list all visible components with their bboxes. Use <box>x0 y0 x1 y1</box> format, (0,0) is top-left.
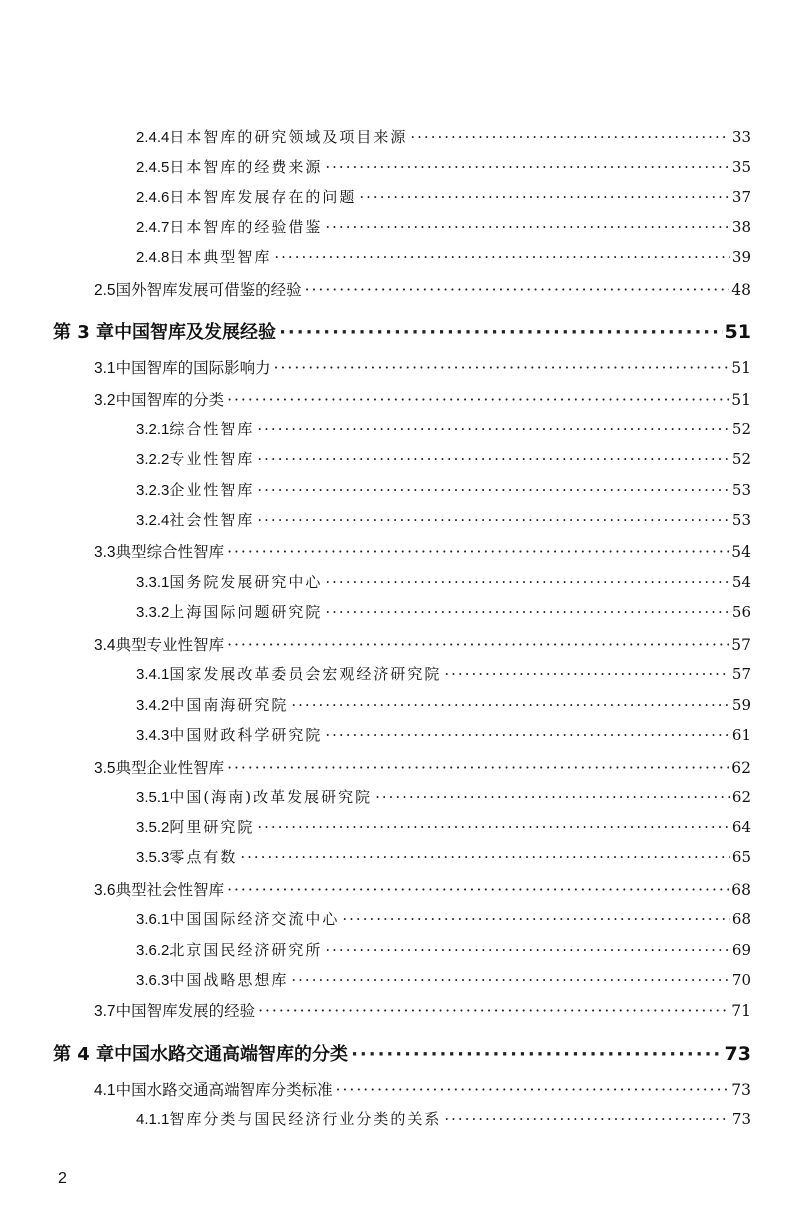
toc-entry-title: 典型专业性智库 <box>115 636 225 654</box>
toc-entry-title: 中国水路交通高端智库的分类 <box>114 1044 349 1065</box>
toc-subsection <box>136 186 751 207</box>
toc-entry-title: 国务院发展研究中心 <box>169 573 323 591</box>
toc-subsection <box>136 694 751 715</box>
toc-entry-page: 51 <box>724 321 751 343</box>
toc-leader-dots <box>257 818 730 836</box>
toc-entry-title: 中国智库发展的经验 <box>115 1002 256 1020</box>
toc-entry-number: 3.5.3 <box>136 849 170 866</box>
toc-entry-number: 3.2.3 <box>136 482 170 499</box>
toc-entry-number: 2.4.7 <box>136 219 170 236</box>
toc-leader-dots <box>342 910 730 928</box>
toc-entry-number: 3.5 <box>94 760 116 777</box>
toc-subsection <box>136 418 751 439</box>
toc-leader-dots <box>257 511 730 529</box>
toc-subsection <box>136 939 751 960</box>
toc-entry-title: 中国水路交通高端智库分类标准 <box>115 1081 333 1099</box>
toc-leader-dots <box>325 573 730 591</box>
toc-entry-page: 35 <box>731 158 751 176</box>
toc-entry-page: 73 <box>731 1081 751 1099</box>
toc-leader-dots <box>375 788 730 806</box>
toc-entry-number: 3.2.4 <box>136 512 170 529</box>
toc-entry-page: 69 <box>731 941 751 959</box>
toc-entry-title: 综合性智库 <box>169 420 255 438</box>
toc-entry-page: 64 <box>731 818 751 836</box>
toc-chapter <box>53 1040 751 1066</box>
toc-entry-page: 52 <box>731 420 751 438</box>
toc-entry-number: 3.5.1 <box>136 789 170 806</box>
toc-entry-title: 中国智库的分类 <box>115 391 225 409</box>
toc-entry-number: 3.6.3 <box>136 972 170 989</box>
toc-entry-title: 典型社会性智库 <box>115 881 225 899</box>
toc-section <box>94 878 751 900</box>
toc-section <box>94 999 751 1021</box>
toc-entry-title: 专业性智库 <box>169 450 255 468</box>
toc-entry-number: 2.4.4 <box>136 129 170 146</box>
toc-entry-number: 第 3 章 <box>53 322 115 343</box>
page-number: 2 <box>58 1170 67 1187</box>
toc-leader-dots <box>257 450 730 468</box>
toc-leader-dots <box>227 543 729 561</box>
toc-entry-number: 第 4 章 <box>53 1044 115 1065</box>
toc-leader-dots <box>240 848 730 866</box>
toc-section <box>94 1078 751 1100</box>
toc-entry-title: 社会性智库 <box>169 511 255 529</box>
toc-entry-page: 51 <box>731 391 751 409</box>
toc-subsection <box>136 969 751 990</box>
toc-entry-page: 39 <box>731 248 751 266</box>
toc-entry-number: 3.4.1 <box>136 666 170 683</box>
toc-leader-dots <box>258 1002 729 1020</box>
toc-entry-page: 52 <box>731 450 751 468</box>
toc-leader-dots <box>325 941 730 959</box>
toc-leader-dots <box>279 322 722 343</box>
toc-entry-page: 71 <box>731 1002 751 1020</box>
toc-subsection <box>136 786 751 807</box>
toc-entry-page: 54 <box>731 543 751 561</box>
toc-subsection <box>136 663 751 684</box>
toc-subsection <box>136 156 751 177</box>
toc-subsection <box>136 601 751 622</box>
toc-entry-page: 68 <box>731 910 751 928</box>
toc-entry-number: 3.6.1 <box>136 911 170 928</box>
toc-entry-page: 65 <box>731 848 751 866</box>
toc-entry-number: 3.2.2 <box>136 451 170 468</box>
toc-leader-dots <box>359 188 730 206</box>
toc-entry-title: 日本智库的经验借鉴 <box>169 218 323 236</box>
toc-entry-number: 3.2 <box>94 392 116 409</box>
toc-entry-page: 57 <box>731 665 751 683</box>
toc-subsection <box>136 846 751 867</box>
toc-leader-dots <box>227 881 729 899</box>
toc-entry-page: 62 <box>731 759 751 777</box>
toc-entry-title: 日本智库的研究领域及项目来源 <box>169 128 408 146</box>
toc-entry-page: 73 <box>724 1043 751 1065</box>
toc-leader-dots <box>227 759 729 777</box>
toc-subsection <box>136 479 751 500</box>
toc-entry-number: 2.4.6 <box>136 189 170 206</box>
toc-leader-dots <box>444 665 730 683</box>
toc-entry-title: 零点有数 <box>169 848 238 866</box>
toc-entry-page: 56 <box>731 603 751 621</box>
toc-entry-title: 中国智库的国际影响力 <box>115 359 271 377</box>
toc-leader-dots <box>351 1044 722 1065</box>
toc-entry-number: 3.3 <box>94 544 116 561</box>
toc-entry-number: 4.1.1 <box>136 1111 170 1128</box>
toc-entry-number: 3.7 <box>94 1003 116 1020</box>
toc-section <box>94 756 751 778</box>
toc-subsection <box>136 246 751 267</box>
toc-entry-number: 2.4.8 <box>136 249 170 266</box>
toc-section <box>94 540 751 562</box>
toc-entry-number: 3.3.2 <box>136 604 170 621</box>
toc-entry-title: 中国战略思想库 <box>169 971 289 989</box>
toc-section <box>94 278 751 300</box>
toc-entry-number: 3.6 <box>94 882 116 899</box>
toc-entry-number: 2.4.5 <box>136 159 170 176</box>
toc-entry-page: 51 <box>731 359 751 377</box>
toc-leader-dots <box>410 128 730 146</box>
toc-leader-dots <box>274 248 730 266</box>
toc-entry-page: 54 <box>731 573 751 591</box>
toc-entry-page: 57 <box>731 636 751 654</box>
toc-entry-number: 2.5 <box>94 282 116 299</box>
toc-subsection <box>136 509 751 530</box>
toc-entry-page: 59 <box>731 696 751 714</box>
toc-entry-title: 阿里研究院 <box>169 818 255 836</box>
toc-entry-title: 日本智库发展存在的问题 <box>169 188 357 206</box>
toc-subsection <box>136 571 751 592</box>
toc-subsection <box>136 126 751 147</box>
toc-leader-dots <box>274 359 730 377</box>
toc-leader-dots <box>305 281 730 299</box>
toc-leader-dots <box>227 636 729 654</box>
toc-entry-title: 中国(海南)改革发展研究院 <box>169 788 373 806</box>
toc-subsection <box>136 1108 751 1129</box>
toc-entry-page: 73 <box>731 1110 751 1128</box>
toc-entry-number: 3.6.2 <box>136 942 170 959</box>
toc-leader-dots <box>227 391 729 409</box>
toc-leader-dots <box>325 158 730 176</box>
toc-entry-title: 典型综合性智库 <box>115 543 225 561</box>
toc-entry-number: 3.3.1 <box>136 574 170 591</box>
toc-entry-page: 53 <box>731 511 751 529</box>
toc-entry-number: 4.1 <box>94 1082 116 1099</box>
toc-entry-page: 62 <box>731 788 751 806</box>
toc-leader-dots <box>291 696 730 714</box>
toc-entry-title: 中国南海研究院 <box>169 696 289 714</box>
toc-entry-title: 中国国际经济交流中心 <box>169 910 340 928</box>
toc-entry-page: 33 <box>731 128 751 146</box>
toc-entry-page: 37 <box>731 188 751 206</box>
toc-leader-dots <box>444 1110 730 1128</box>
toc-entry-title: 日本典型智库 <box>169 248 272 266</box>
toc-entry-title: 中国财政科学研究院 <box>169 726 323 744</box>
toc-entry-page: 53 <box>731 481 751 499</box>
toc-entry-page: 61 <box>731 726 751 744</box>
toc-leader-dots <box>257 481 730 499</box>
toc-entry-title: 国外智库发展可借鉴的经验 <box>115 281 302 299</box>
toc-entry-title: 企业性智库 <box>169 481 255 499</box>
toc-subsection <box>136 216 751 237</box>
toc-entry-title: 国家发展改革委员会宏观经济研究院 <box>169 665 442 683</box>
toc-entry-number: 3.1 <box>94 360 116 377</box>
toc-entry-number: 3.5.2 <box>136 819 170 836</box>
toc-entry-number: 3.4.2 <box>136 697 170 714</box>
toc-subsection <box>136 908 751 929</box>
toc-entry-title: 智库分类与国民经济行业分类的关系 <box>169 1110 442 1128</box>
toc-entry-page: 68 <box>731 881 751 899</box>
toc-entry-title: 中国智库及发展经验 <box>114 322 277 343</box>
toc-entry-title: 典型企业性智库 <box>115 759 225 777</box>
toc-chapter <box>53 318 751 344</box>
toc-leader-dots <box>291 971 730 989</box>
toc-entry-number: 3.4 <box>94 637 116 654</box>
toc-section <box>94 633 751 655</box>
toc-section <box>94 356 751 378</box>
toc-leader-dots <box>257 420 730 438</box>
toc-leader-dots <box>325 218 730 236</box>
toc-leader-dots <box>336 1081 730 1099</box>
toc-subsection <box>136 724 751 745</box>
toc-leader-dots <box>325 603 730 621</box>
toc-entry-title: 上海国际问题研究院 <box>169 603 323 621</box>
toc-entry-number: 3.4.3 <box>136 727 170 744</box>
toc-entry-title: 日本智库的经费来源 <box>169 158 323 176</box>
toc-entry-number: 3.2.1 <box>136 421 170 438</box>
toc-entry-page: 70 <box>731 971 751 989</box>
toc-entry-page: 48 <box>731 281 751 299</box>
toc-subsection <box>136 448 751 469</box>
toc-entry-title: 北京国民经济研究所 <box>169 941 323 959</box>
toc-leader-dots <box>325 726 730 744</box>
toc-subsection <box>136 816 751 837</box>
toc-section <box>94 388 751 410</box>
toc-entry-page: 38 <box>731 218 751 236</box>
